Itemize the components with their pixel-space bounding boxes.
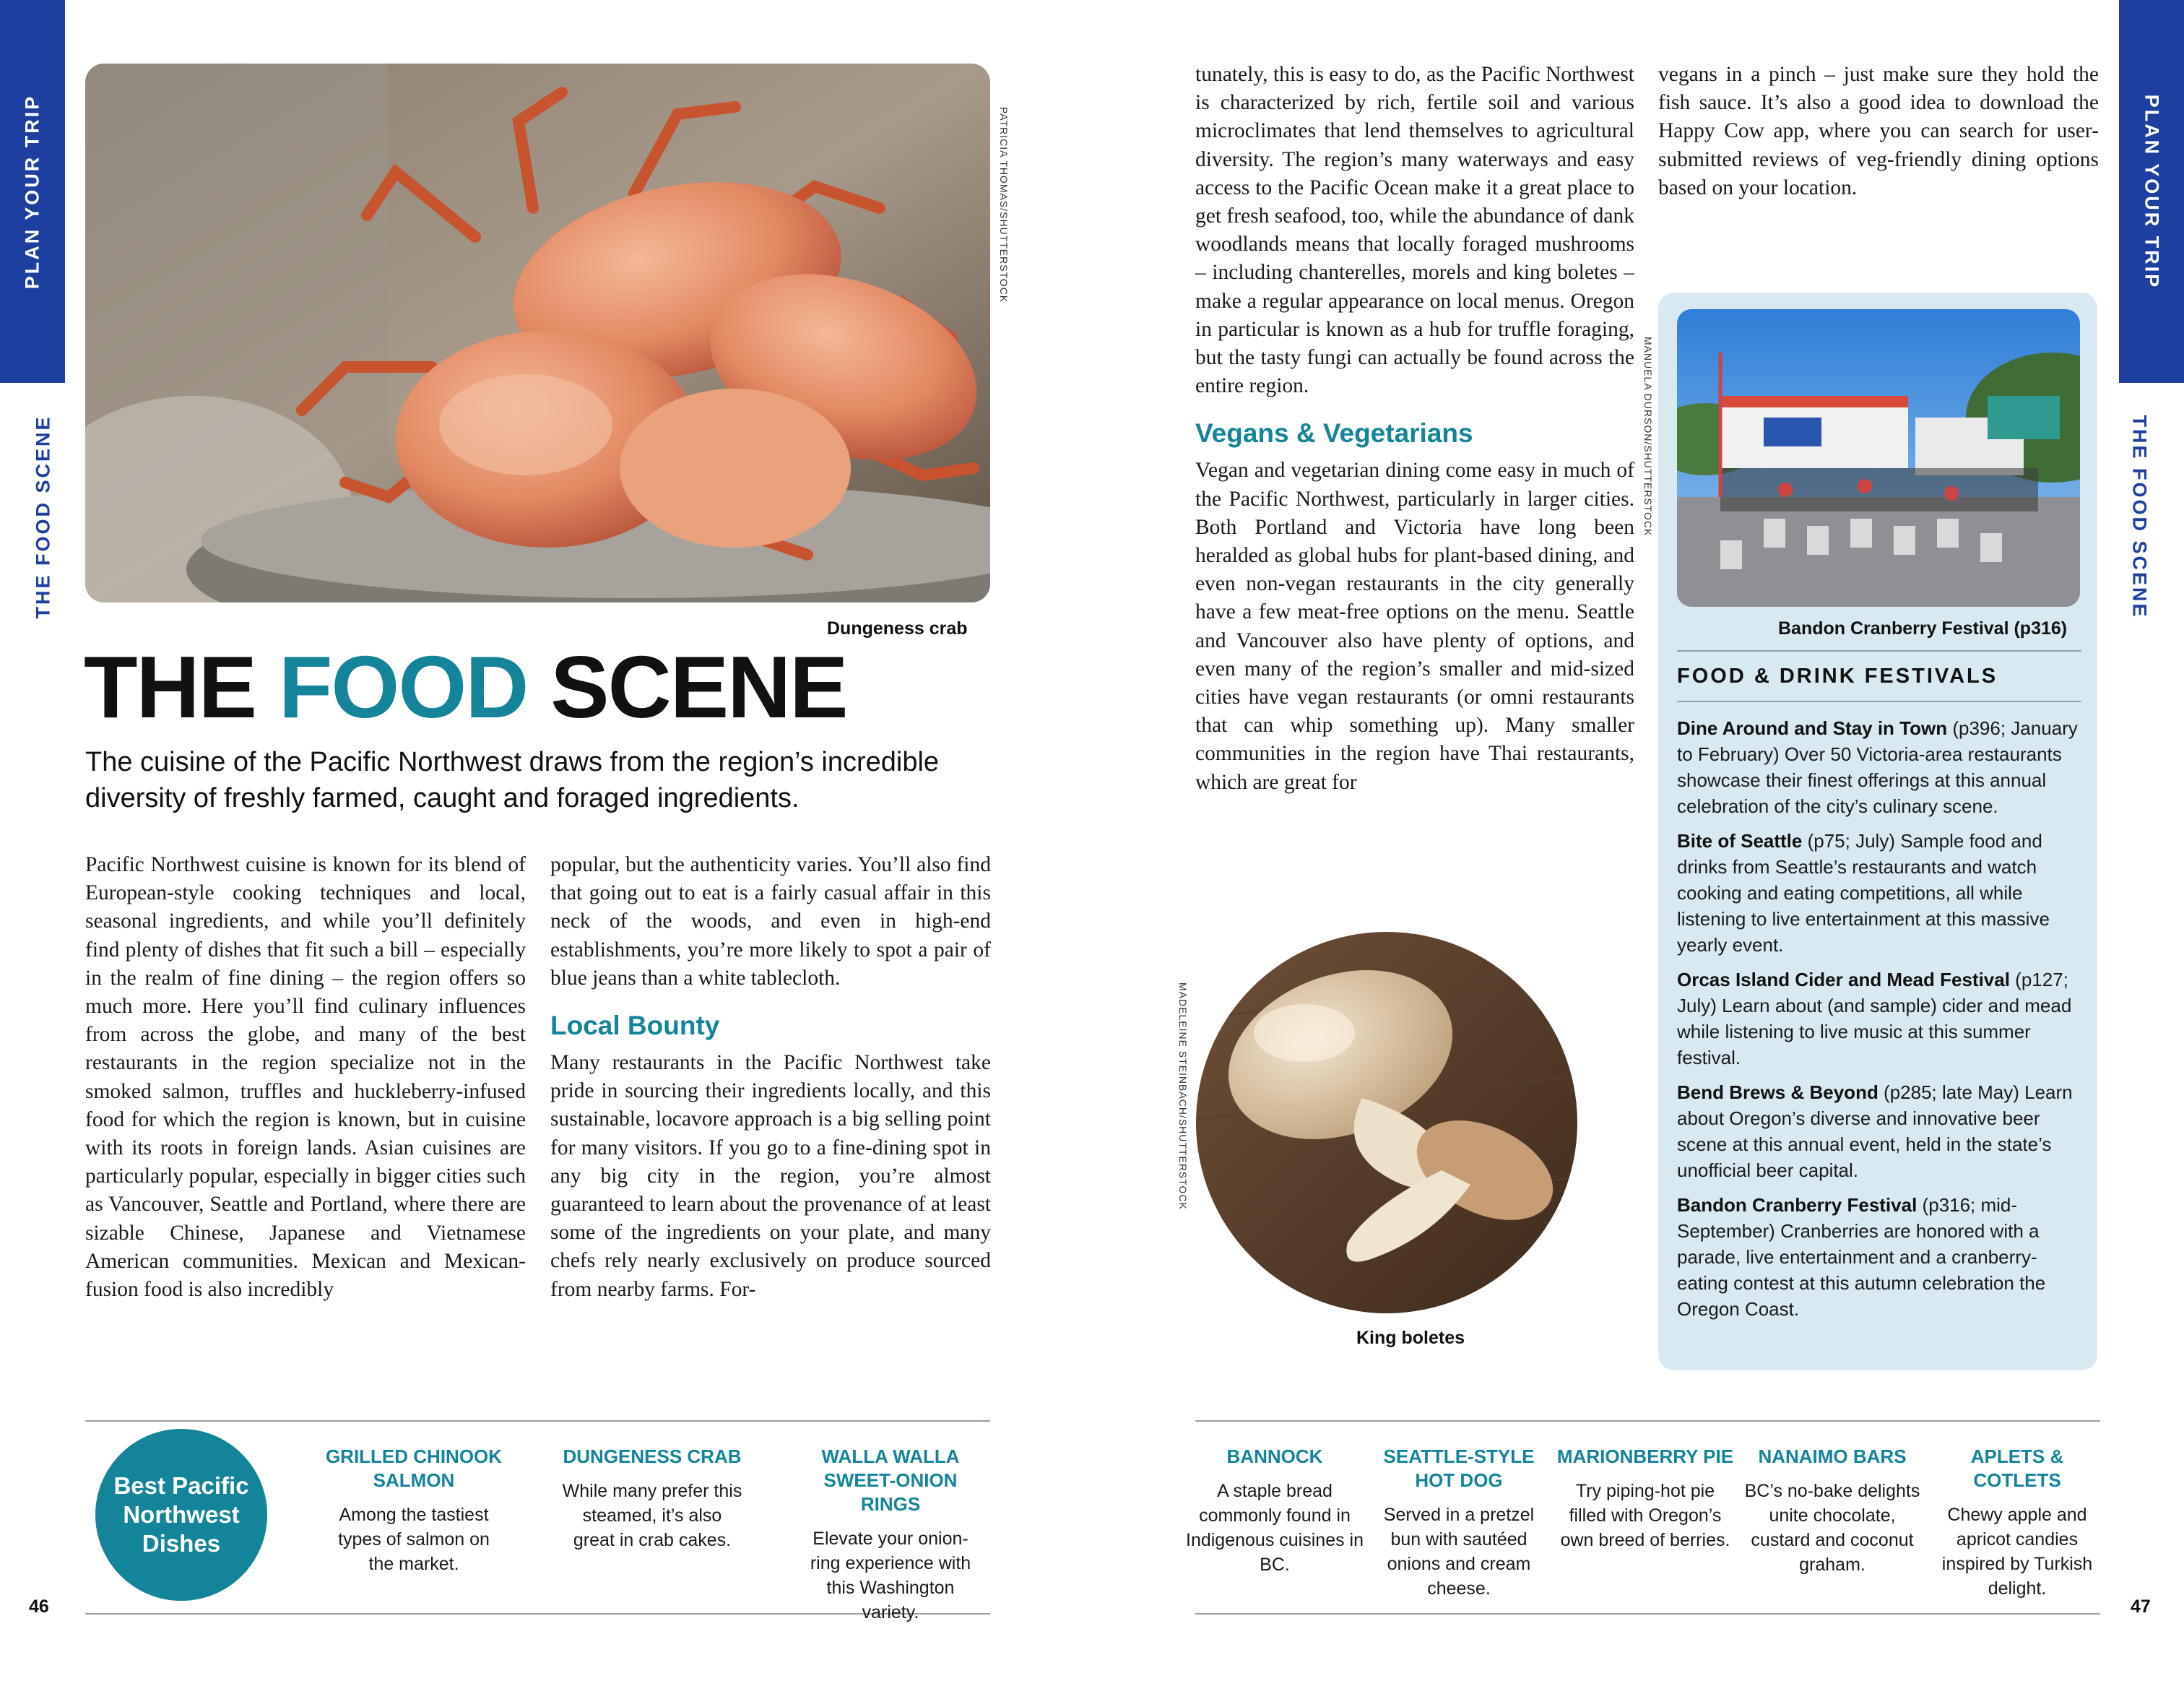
local-bounty-continued: tunately, this is easy to do, as the Pacific Northwest is characterized by rich, fertile soil and various microclimates that lend themselves to agricultural diversity. The region’s many waterways and easy access to the Pacific Ocean make it a great place to get fresh seafood, too, while the abundance of dank woodlands means that locally foraged mushrooms – including chanterelles, morels and king boletes – make a regular appearance on local menus. Oregon in particular is known as a hub for truffle foraging, but the tasty fungi can actually be found across the entire region. xyxy=(1195,63,1634,398)
standfirst: The cuisine of the Pacific Northwest draws from the region’s incredible diversity of freshly farmed, caught and foraged ingredients. xyxy=(85,747,940,813)
dish-description: While many prefer this steamed, it’s also great in crab cakes. xyxy=(562,1481,742,1550)
left-side-label: THE FOOD SCENE xyxy=(32,415,54,619)
festivals-list xyxy=(1677,715,2081,1331)
vegans-continued: vegans in a pinch – just make sure they hold the fish sauce. It’s also a good idea to download the Happy Cow app, where you can search for user-submitted reviews of veg-friendly dining options based on your location. xyxy=(1658,63,2099,199)
festival-item xyxy=(1677,828,2081,958)
festival-rule-top xyxy=(1677,650,2081,652)
crab-caption: Dungeness crab xyxy=(827,618,968,639)
page-number-right: 47 xyxy=(2131,1596,2151,1617)
dish-item xyxy=(1555,1445,1736,1552)
vegans-heading: Vegans & Vegetarians xyxy=(1195,418,1473,449)
dish-description: Among the tastiest types of salmon on the market. xyxy=(338,1505,490,1574)
vegans-text: Vegan and vegetarian dining come easy in much of the Pacific Northwest, particularly in larger cities. Both Portland and Victoria have long been heralded as global hubs for plant-based dining, and even non-vegan restaurants in the city generally have a few meat-free options on the menu. Seattle and Vancouver also have plenty of options, and even many of the region’s smaller and mid-sized cities have vegan restaurants (or omni restaurants that can whip something up). Many smaller communities in the region have Thai restaurants, which are great for xyxy=(1195,459,1634,794)
best-dishes-badge-label: Best Pacific Northwest Dishes xyxy=(113,1472,249,1557)
dish-description: Try piping-hot pie filled with Oregon’s own breed of berries. xyxy=(1560,1481,1730,1550)
dish-description: Served in a pretzel bun with sautéed onions and cream cheese. xyxy=(1383,1505,1535,1599)
dish-item xyxy=(800,1445,981,1625)
festival-name: Orcas Island Cider and Mead Festival xyxy=(1677,969,2010,990)
festival-name: Bend Brews & Beyond xyxy=(1677,1081,1878,1103)
festival-item xyxy=(1677,715,2081,819)
bandon-festival-photo xyxy=(1677,309,2080,607)
festival-name: Dine Around and Stay in Town xyxy=(1677,717,1948,739)
dish-item xyxy=(1369,1445,1549,1601)
body-column-4 xyxy=(1658,61,2099,202)
body-column-1 xyxy=(85,851,526,1304)
body-column-2 xyxy=(550,851,991,1304)
left-tab-label: PLAN YOUR TRIP xyxy=(21,94,43,289)
dish-item xyxy=(562,1445,742,1552)
body-column-3 xyxy=(1195,61,1634,797)
festival-text: (p316; mid-September) Cranberries are honored with a parade, live entertainment and a cranberry-eating contest at this autumn celebration the Oregon Coast. xyxy=(1677,1194,2046,1320)
dish-strip-rule-top-left xyxy=(85,1420,990,1422)
dungeness-crab-photo xyxy=(85,64,990,602)
dish-name: GRILLED CHINOOK SALMON xyxy=(325,1446,503,1491)
festival-text: (p396; January to February) Over 50 Victoria-area restaurants showcase their finest offerings at this annual celebration of the city’s culinary scene. xyxy=(1677,717,2078,817)
dish-strip-rule-bottom-right xyxy=(1195,1613,2100,1615)
local-bounty-heading: Local Bounty xyxy=(550,1011,720,1041)
dish-name: MARIONBERRY PIE xyxy=(1556,1446,1734,1467)
intro-paragraph: Pacific Northwest cuisine is known for its blend of European-style cooking techniques and local, seasonal ingredients, and while you’ll definitely find plenty of dishes that fit such a bill – especially in the realm of fine dining – the region offers so much more. Here you’ll find culinary influences from across the globe, and many of the best restaurants in the region specialize not in the smoked salmon, truffles and huckleberry-infused food for which the region is known, but in cuisine with its roots in foreign lands. Asian cuisines are particularly popular, especially in bigger cities such as Vancouver, Seattle and Portland, where there are sizable Chinese, Japanese and Vietnamese American communities. Mexican and Mexican-fusion food is also incredibly xyxy=(85,853,526,1302)
title-part-2: SCENE xyxy=(527,638,847,736)
page-title xyxy=(84,638,847,736)
right-tab-label: PLAN YOUR TRIP xyxy=(2141,94,2163,289)
dish-description: BC’s no-bake delights unite chocolate, custard and coconut graham. xyxy=(1744,1481,1920,1575)
title-accent: FOOD xyxy=(278,638,528,736)
dish-description: Elevate your onion-ring experience with this Washington variety. xyxy=(810,1529,971,1622)
festival-rule-bottom xyxy=(1677,701,2081,702)
festival-item xyxy=(1677,967,2081,1071)
dish-name: WALLA WALLA SWEET-ONION RINGS xyxy=(821,1446,960,1515)
dish-name: DUNGENESS CRAB xyxy=(563,1446,742,1467)
festival-text: (p75; July) Sample food and drinks from Seattle’s restaurants and watch cooking and eating competitions, all while listening to live entertainment at this massive yearly event. xyxy=(1677,830,2050,956)
festival-text: (p127; July) Learn about (and sample) cider and mead while listening to live music at this summer festival. xyxy=(1677,969,2072,1068)
festival-caption: Bandon Cranberry Festival (p316) xyxy=(1778,618,2068,639)
dish-strip-rule-top-right xyxy=(1195,1420,2100,1422)
dish-item xyxy=(324,1445,504,1576)
right-side-label: THE FOOD SCENE xyxy=(2128,415,2151,619)
local-bounty-text: Many restaurants in the Pacific Northwest take pride in sourcing their ingredients locally, and this sustainable, locavore approach is a big selling point for many visitors. If you go to a fine-dining spot in any big city in the region, you’re almost guaranteed to learn about the provenance of at least some of the ingredients on your plate, and many chefs rely nearly exclusively on produce sourced from nearby farms. For- xyxy=(550,1051,991,1301)
dish-description: Chewy apple and apricot candies inspired by Turkish delight. xyxy=(1941,1505,2093,1599)
festival-name: Bandon Cranberry Festival xyxy=(1677,1194,1918,1216)
dish-description: A staple bread commonly found in Indigenous cuisines in BC. xyxy=(1186,1481,1364,1575)
dish-name: APLETS & COTLETS xyxy=(1970,1446,2064,1491)
boletes-photo-credit: MADELEINE STEINBACH/SHUTTERSTOCK xyxy=(1177,982,1189,1210)
dish-name: NANAIMO BARS xyxy=(1758,1446,1907,1467)
left-section-tab xyxy=(0,0,65,383)
dish-name: SEATTLE-STYLE HOT DOG xyxy=(1383,1446,1535,1491)
right-section-tab xyxy=(2119,0,2184,383)
crab-photo-credit: PATRICIA THOMAS/SHUTTERSTOCK xyxy=(998,107,1010,303)
festival-item xyxy=(1677,1192,2081,1322)
king-boletes-photo xyxy=(1196,932,1577,1313)
festival-photo-credit: MANUELA DURSON/SHUTTERSTOCK xyxy=(1642,337,1654,537)
dish-item xyxy=(1927,1445,2107,1601)
festival-text: (p285; late May) Learn about Oregon’s diverse and innovative beer scene at this annual event, held in the state’s unofficial beer capital. xyxy=(1677,1081,2073,1181)
festival-name: Bite of Seattle xyxy=(1677,830,1803,852)
dish-name: BANNOCK xyxy=(1226,1446,1323,1467)
page-number-left: 46 xyxy=(29,1596,49,1617)
best-dishes-badge xyxy=(95,1429,267,1601)
boletes-caption: King boletes xyxy=(1356,1328,1465,1348)
festivals-heading: FOOD & DRINK FESTIVALS xyxy=(1677,665,1998,688)
title-part-1: THE xyxy=(84,638,279,736)
intro-continued: popular, but the authenticity varies. You’ll also find that going out to eat is a fairly casual affair in this neck of the woods, and even in high-end establishments, you’re more likely to spot a pair of blue jeans than a white tablecloth. xyxy=(550,853,991,990)
dish-item xyxy=(1184,1445,1365,1577)
festival-item xyxy=(1677,1079,2081,1183)
dish-item xyxy=(1742,1445,1923,1577)
